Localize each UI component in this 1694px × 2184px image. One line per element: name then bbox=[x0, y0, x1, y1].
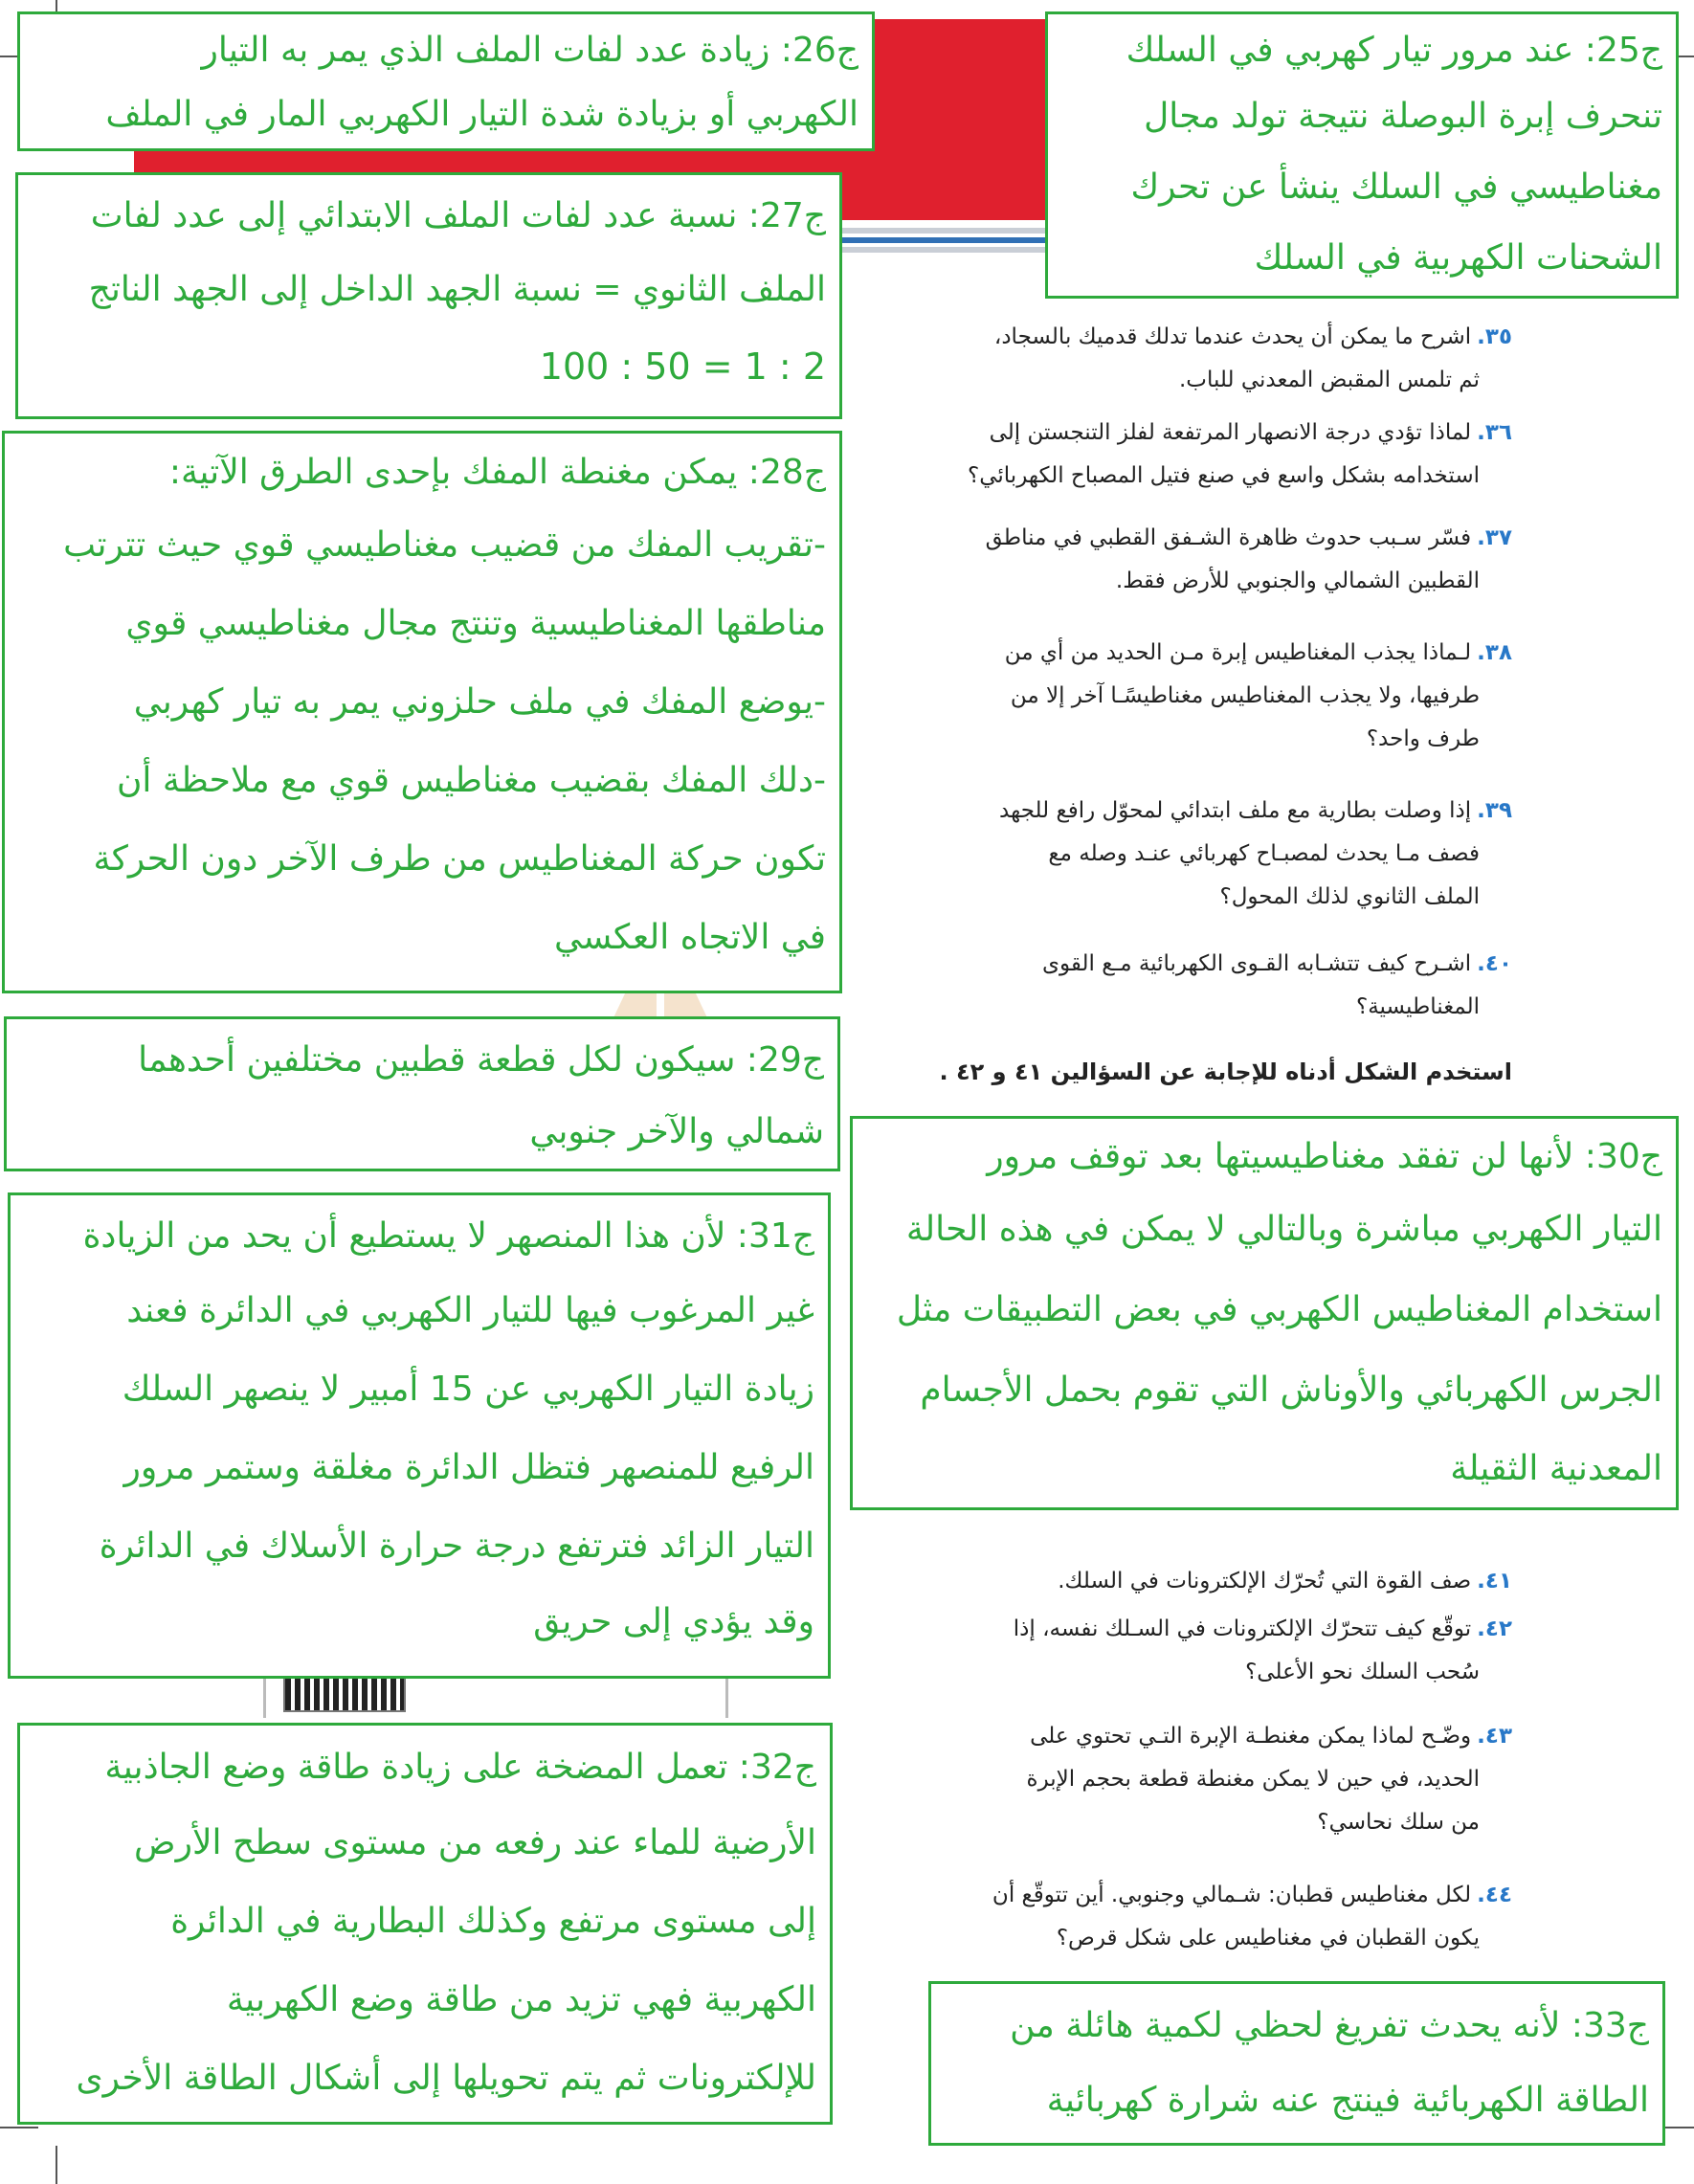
answer-line: مغناطيسي في السلك ينشأ عن تحرك bbox=[1130, 167, 1662, 207]
answer-box-25 bbox=[1045, 11, 1679, 299]
answer-line: -يوضع المفك في ملف حلزوني يمر به تيار كهربي bbox=[133, 682, 826, 722]
question-text: سُحب السلك نحو الأعلى؟ bbox=[1245, 1660, 1480, 1684]
answer-box-33 bbox=[928, 1981, 1665, 2146]
answer-line: التيار الزائد فترتفع درجة حرارة الأسلاك في الدائرة bbox=[99, 1527, 814, 1566]
answer-box-29 bbox=[4, 1016, 840, 1171]
question-text: طرفيها، ولا يجذب المغناطيس مغناطيسًـا آخر إلا من bbox=[1010, 683, 1480, 708]
question-text: الحديد، في حين لا يمكن مغنطة قطعة بحجم الإبرة bbox=[1026, 1767, 1480, 1792]
question-36 bbox=[842, 412, 1512, 498]
question-39 bbox=[842, 790, 1512, 919]
answer-line: وقد يؤدي إلى حريق bbox=[533, 1602, 814, 1641]
question-text: لكل مغناطيس قطبان: شـمالي وجنوبي. أين تتوقّع أن bbox=[992, 1883, 1472, 1907]
question-text: صف القوة التي تُحرّك الإلكترونات في السلك. bbox=[1058, 1569, 1472, 1593]
question-number: ٣٧. bbox=[1477, 525, 1512, 550]
answer-line: غير المرغوب فيها للتيار الكهربي في الدائرة فعند bbox=[126, 1291, 814, 1330]
answer-line: المعدنية الثقيلة bbox=[1450, 1449, 1662, 1488]
question-text: اشرح ما يمكن أن يحدث عندما تدلك قدميك بالسجاد، bbox=[993, 324, 1472, 349]
question-42 bbox=[842, 1608, 1512, 1694]
question-number: ٤٤. bbox=[1477, 1883, 1512, 1907]
answer-line: الملف الثانوي = نسبة الجهد الداخل إلى الجهد الناتج bbox=[88, 270, 826, 309]
question-text: لـماذا يجذب المغناطيس إبرة مـن الحديد من أي من bbox=[1004, 640, 1472, 665]
figure-instruction: استخدم الشكل أدناه للإجابة عن السؤالين ٤١ و ٤٢ . bbox=[939, 1059, 1512, 1085]
answer-line: الكهربية فهي تزيد من طاقة وضع الكهربية bbox=[226, 1980, 816, 2019]
question-35 bbox=[842, 316, 1512, 402]
answer-line: -دلك المفك بقضيب مغناطيس قوي مع ملاحظة أن bbox=[116, 761, 826, 800]
question-number: ٣٥. bbox=[1477, 324, 1512, 349]
question-44 bbox=[842, 1874, 1512, 1960]
question-text: الملف الثانوي لذلك المحول؟ bbox=[1219, 884, 1480, 909]
question-text: فصف مـا يحدث لمصبـاح كهربائي عنـد وصله مع bbox=[1048, 841, 1480, 866]
question-number: ٤٣. bbox=[1477, 1724, 1512, 1749]
answer-line: ج27: نسبة عدد لفات الملف الابتدائي إلى عدد لفات bbox=[90, 196, 826, 235]
answer-line: ج25: عند مرور تيار كهربي في السلك bbox=[1126, 31, 1662, 70]
answer-line: الكهربي أو بزيادة شدة التيار الكهربي المار في الملف bbox=[105, 95, 858, 134]
answer-line: شمالي والآخر جنوبي bbox=[529, 1112, 824, 1151]
answer-box-27 bbox=[15, 172, 842, 419]
question-43 bbox=[842, 1715, 1512, 1844]
answer-line: التيار الكهربي مباشرة وبالتالي لا يمكن في هذه الحالة bbox=[905, 1210, 1662, 1249]
answer-line: استخدام المغناطيس الكهربي في بعض التطبيقات مثل bbox=[896, 1290, 1662, 1329]
answer-line: ج26: زيادة عدد لفات الملف الذي يمر به التيار bbox=[201, 31, 858, 70]
question-text: المغناطيسية؟ bbox=[1356, 994, 1480, 1019]
question-text: وضّـح لماذا يمكن مغنطـة الإبرة التـي تحتوي على bbox=[1030, 1724, 1472, 1749]
answer-line: للإلكترونات ثم يتم تحويلها إلى أشكال الطاقة الأخرى bbox=[76, 2059, 816, 2098]
answer-line: ج32: تعمل المضخة على زيادة طاقة وضع الجاذبية bbox=[104, 1748, 816, 1787]
answer-line: 2 : 1 = 50 : 100 bbox=[539, 345, 826, 388]
answer-box-32 bbox=[17, 1723, 833, 2125]
answer-box-26 bbox=[17, 11, 875, 151]
answer-line: الجرس الكهربائي والأوناش التي تقوم بحمل الأجسام bbox=[920, 1371, 1662, 1410]
question-number: ٣٨. bbox=[1477, 640, 1512, 665]
answer-line: ج30: لأنها لن تفقد مغناطيسيتها بعد توقف مرور bbox=[987, 1137, 1662, 1176]
question-37 bbox=[842, 517, 1512, 603]
answer-line: ج33: لأنه يحدث تفريغ لحظي لكمية هائلة من bbox=[1010, 2006, 1649, 2045]
question-text: إذا وصلت بطارية مع ملف ابتدائي لمحوّل رافع للجهد bbox=[999, 798, 1472, 823]
answer-line: ج31: لأن هذا المنصهر لا يستطيع أن يحد من الزيادة bbox=[82, 1216, 814, 1256]
answer-box-31 bbox=[8, 1192, 831, 1679]
answer-line: في الاتجاه العكسي bbox=[553, 918, 826, 957]
question-text: القطبين الشمالي والجنوبي للأرض فقط. bbox=[1115, 568, 1480, 593]
answer-line: إلى مستوى مرتفع وكذلك البطارية في الدائرة bbox=[170, 1902, 816, 1941]
question-number: ٤١. bbox=[1477, 1569, 1512, 1593]
answer-line: تكون حركة المغناطيس من طرف الآخر دون الحركة bbox=[93, 839, 826, 879]
answer-line: -تقريب المفك من قضيب مغناطيسي قوي حيث تترتب bbox=[63, 525, 826, 565]
question-38 bbox=[842, 632, 1512, 761]
answer-line: الأرضية للماء عند رفعه من مستوى سطح الأرض bbox=[134, 1823, 816, 1862]
answer-line: الطاقة الكهربائية فينتج عنه شرارة كهربائية bbox=[1046, 2081, 1649, 2120]
answer-line: الرفيع للمنصهر فتظل الدائرة مغلقة وستمر مرور bbox=[123, 1448, 814, 1487]
crop-mark bbox=[0, 2127, 38, 2128]
answer-line: الشحنات الكهربية في السلك bbox=[1254, 238, 1662, 278]
question-number: ٣٩. bbox=[1477, 798, 1512, 823]
question-number: ٤٢. bbox=[1477, 1616, 1512, 1641]
question-number: ٤٠. bbox=[1477, 951, 1512, 976]
question-text: توقّع كيف تتحرّك الإلكترونات في السـلك نفسه، إذا bbox=[1013, 1616, 1472, 1641]
question-number: ٣٦. bbox=[1477, 420, 1512, 445]
answer-line: زيادة التيار الكهربي عن 15 أمبير لا ينصهر السلك bbox=[122, 1370, 814, 1409]
question-text: فسّر سـبب حدوث ظاهرة الشـفق القطبي في مناطق bbox=[985, 525, 1472, 550]
question-text: من سلك نحاسي؟ bbox=[1317, 1810, 1480, 1835]
answer-line: مناطقها المغناطيسية وتنتج مجال مغناطيسي قوي bbox=[125, 604, 826, 643]
answer-line: ج28: يمكن مغنطة المفك بإحدى الطرق الآتية: bbox=[168, 453, 826, 492]
crop-mark bbox=[56, 2146, 57, 2184]
question-text: ثم تلمس المقبض المعدني للباب. bbox=[1178, 368, 1480, 392]
answer-line: ج29: سيكون لكل قطعة قطبين مختلفين أحدهما bbox=[138, 1040, 824, 1080]
question-text: يكون القطبان في مغناطيس على شكل قرص؟ bbox=[1056, 1926, 1480, 1950]
answer-line: تنحرف إبرة البوصلة نتيجة تولد مجال bbox=[1144, 97, 1662, 136]
answer-box-28 bbox=[2, 431, 842, 993]
question-text: لماذا تؤدي درجة الانصهار المرتفعة لفلز التنجستن إلى bbox=[989, 420, 1472, 445]
question-text: اشـرح كيف تتشـابه القـوى الكهربائية مـع القوى bbox=[1041, 951, 1472, 976]
answer-box-30 bbox=[850, 1116, 1679, 1510]
question-41 bbox=[842, 1560, 1512, 1603]
question-40 bbox=[842, 943, 1512, 1029]
question-text: استخدامه بشكل واسع في صنع فتيل المصباح الكهربائي؟ bbox=[968, 463, 1480, 488]
question-text: طرف واحد؟ bbox=[1366, 726, 1480, 751]
